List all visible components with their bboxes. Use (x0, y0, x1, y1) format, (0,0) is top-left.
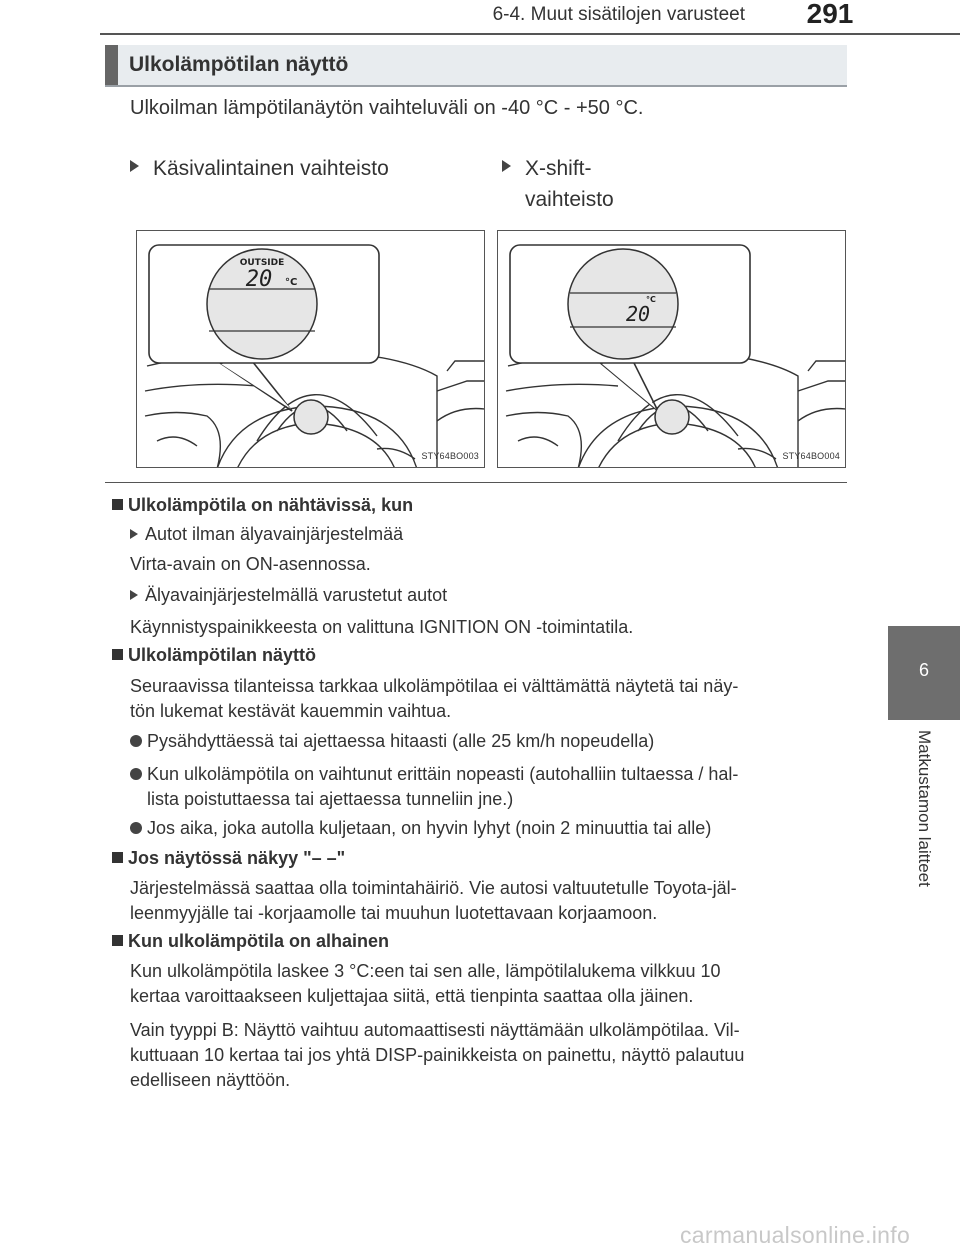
display-temperature: 20 (245, 267, 273, 292)
paragraph (130, 1018, 842, 1093)
condition-smart-key (130, 585, 447, 606)
paragraph-line: kuttuaan 10 kertaa tai jos yhtä DISP-painikkeista on painettu, näyttö palautuu (130, 1045, 745, 1065)
subheading-text: Kun ulkolämpötila on alhainen (128, 931, 390, 951)
paragraph-line: tön lukemat kestävät kauemmin vaihtua. (130, 701, 452, 721)
bullet-text: lista poistuttaessa tai ajettaessa tunneliin jne.) (147, 789, 514, 809)
display-unit: °C (285, 277, 298, 288)
illustration-manual (136, 230, 485, 468)
square-bullet-icon (112, 649, 123, 660)
caption-arrow-icon (130, 160, 139, 172)
paragraph: Käynnistyspainikkeesta on valittuna IGNITION ON -toimintatila. (130, 617, 634, 637)
subheading-text: Jos näytössä näkyy "– –" (128, 848, 346, 868)
caption-text: Käsivalintainen vaihteisto (153, 157, 389, 180)
section-title-bar (105, 45, 847, 87)
paragraph (130, 959, 842, 1009)
paragraph-line: leenmyyjälle tai -korjaamolle tai muuhun luotettavaan korjaamoon. (130, 903, 658, 923)
paragraph (130, 876, 842, 926)
bullet-item (130, 762, 842, 812)
subheading-dashes (112, 848, 345, 869)
section-title: Ulkolämpötilan näyttö (129, 53, 349, 76)
watermark: carmanualsonline.info (680, 1222, 911, 1248)
display-outside-label: OUTSIDE (239, 258, 285, 268)
chapter-title: Matkustamon laitteet (915, 730, 934, 887)
dashboard-drawing (498, 231, 846, 468)
bullet-dot-icon (130, 768, 142, 780)
condition-text: Autot ilman älyavainjärjestelmää (145, 524, 404, 544)
condition-text: Älyavainjärjestelmällä varustetut autot (145, 585, 448, 605)
dashboard-drawing (137, 231, 485, 468)
caption-text-line1: X-shift- (525, 157, 592, 180)
subheading-display (112, 645, 316, 666)
subheading-low-temp (112, 931, 389, 952)
paragraph (130, 674, 842, 724)
illustration-code: STY64BO004 (782, 451, 840, 461)
section-intro: Ulkoilman lämpötilanäytön vaihteluväli on -40 °C - +50 °C. (130, 97, 644, 119)
caption-text-line2: vaihteisto (525, 188, 614, 211)
chapter-number: 6 (918, 660, 929, 680)
subheading-text: Ulkolämpötila on nähtävissä, kun (128, 495, 414, 515)
bullet-item (130, 816, 842, 841)
arrow-bullet-icon (130, 529, 138, 539)
subheading-when-visible (112, 495, 413, 516)
bullet-dot-icon (130, 735, 142, 747)
subheading-text: Ulkolämpötilan näyttö (128, 645, 317, 665)
illustration-divider (105, 482, 847, 483)
paragraph-line: Vain tyyppi B: Näyttö vaihtuu automaattisesti näyttämään ulkolämpötilaa. Vil- (130, 1020, 740, 1040)
illustration-xshift (497, 230, 846, 468)
paragraph-line: kertaa varoittaakseen kuljettajaa siitä, että tienpinta saattaa olla jäinen. (130, 986, 694, 1006)
bullet-dot-icon (130, 822, 142, 834)
bullet-text: Jos aika, joka autolla kuljetaan, on hyvin lyhyt (noin 2 minuuttia tai alle) (147, 818, 712, 838)
section-title-marker (105, 45, 118, 85)
caption-xshift-transmission (502, 153, 614, 215)
bullet-text: Pysähdyttäessä tai ajettaessa hitaasti (alle 25 km/h nopeudella) (147, 731, 655, 751)
paragraph-line: Järjestelmässä saattaa olla toimintahäiriö. Vie autosi valtuutetulle Toyota-jäl- (130, 878, 737, 898)
paragraph: Virta-avain on ON-asennossa. (130, 554, 371, 574)
page-number: 291 (806, 0, 854, 29)
arrow-bullet-icon (130, 590, 138, 600)
caption-manual-transmission (130, 153, 389, 184)
square-bullet-icon (112, 852, 123, 863)
section-heading: 6-4. Muut sisätilojen varusteet (492, 4, 745, 25)
paragraph-line: Kun ulkolämpötila laskee 3 °C:een tai sen alle, lämpötilalukema vilkkuu 10 (130, 961, 721, 981)
display-unit: °C (646, 295, 656, 304)
paragraph-line: edelliseen näyttöön. (130, 1070, 291, 1090)
bullet-text: Kun ulkolämpötila on vaihtunut erittäin nopeasti (autohalliin tultaessa / hal- (147, 764, 739, 784)
paragraph-line: Seuraavissa tilanteissa tarkkaa ulkolämpötilaa ei välttämättä näytetä tai näy- (130, 676, 739, 696)
condition-no-smart-key (130, 524, 403, 545)
illustration-code: STY64BO003 (421, 451, 479, 461)
square-bullet-icon (112, 499, 123, 510)
square-bullet-icon (112, 935, 123, 946)
header-rule (100, 33, 960, 35)
chapter-title-wrap (888, 730, 960, 920)
caption-arrow-icon (502, 160, 511, 172)
display-temperature: 20 (625, 302, 651, 326)
bullet-item (130, 729, 842, 754)
